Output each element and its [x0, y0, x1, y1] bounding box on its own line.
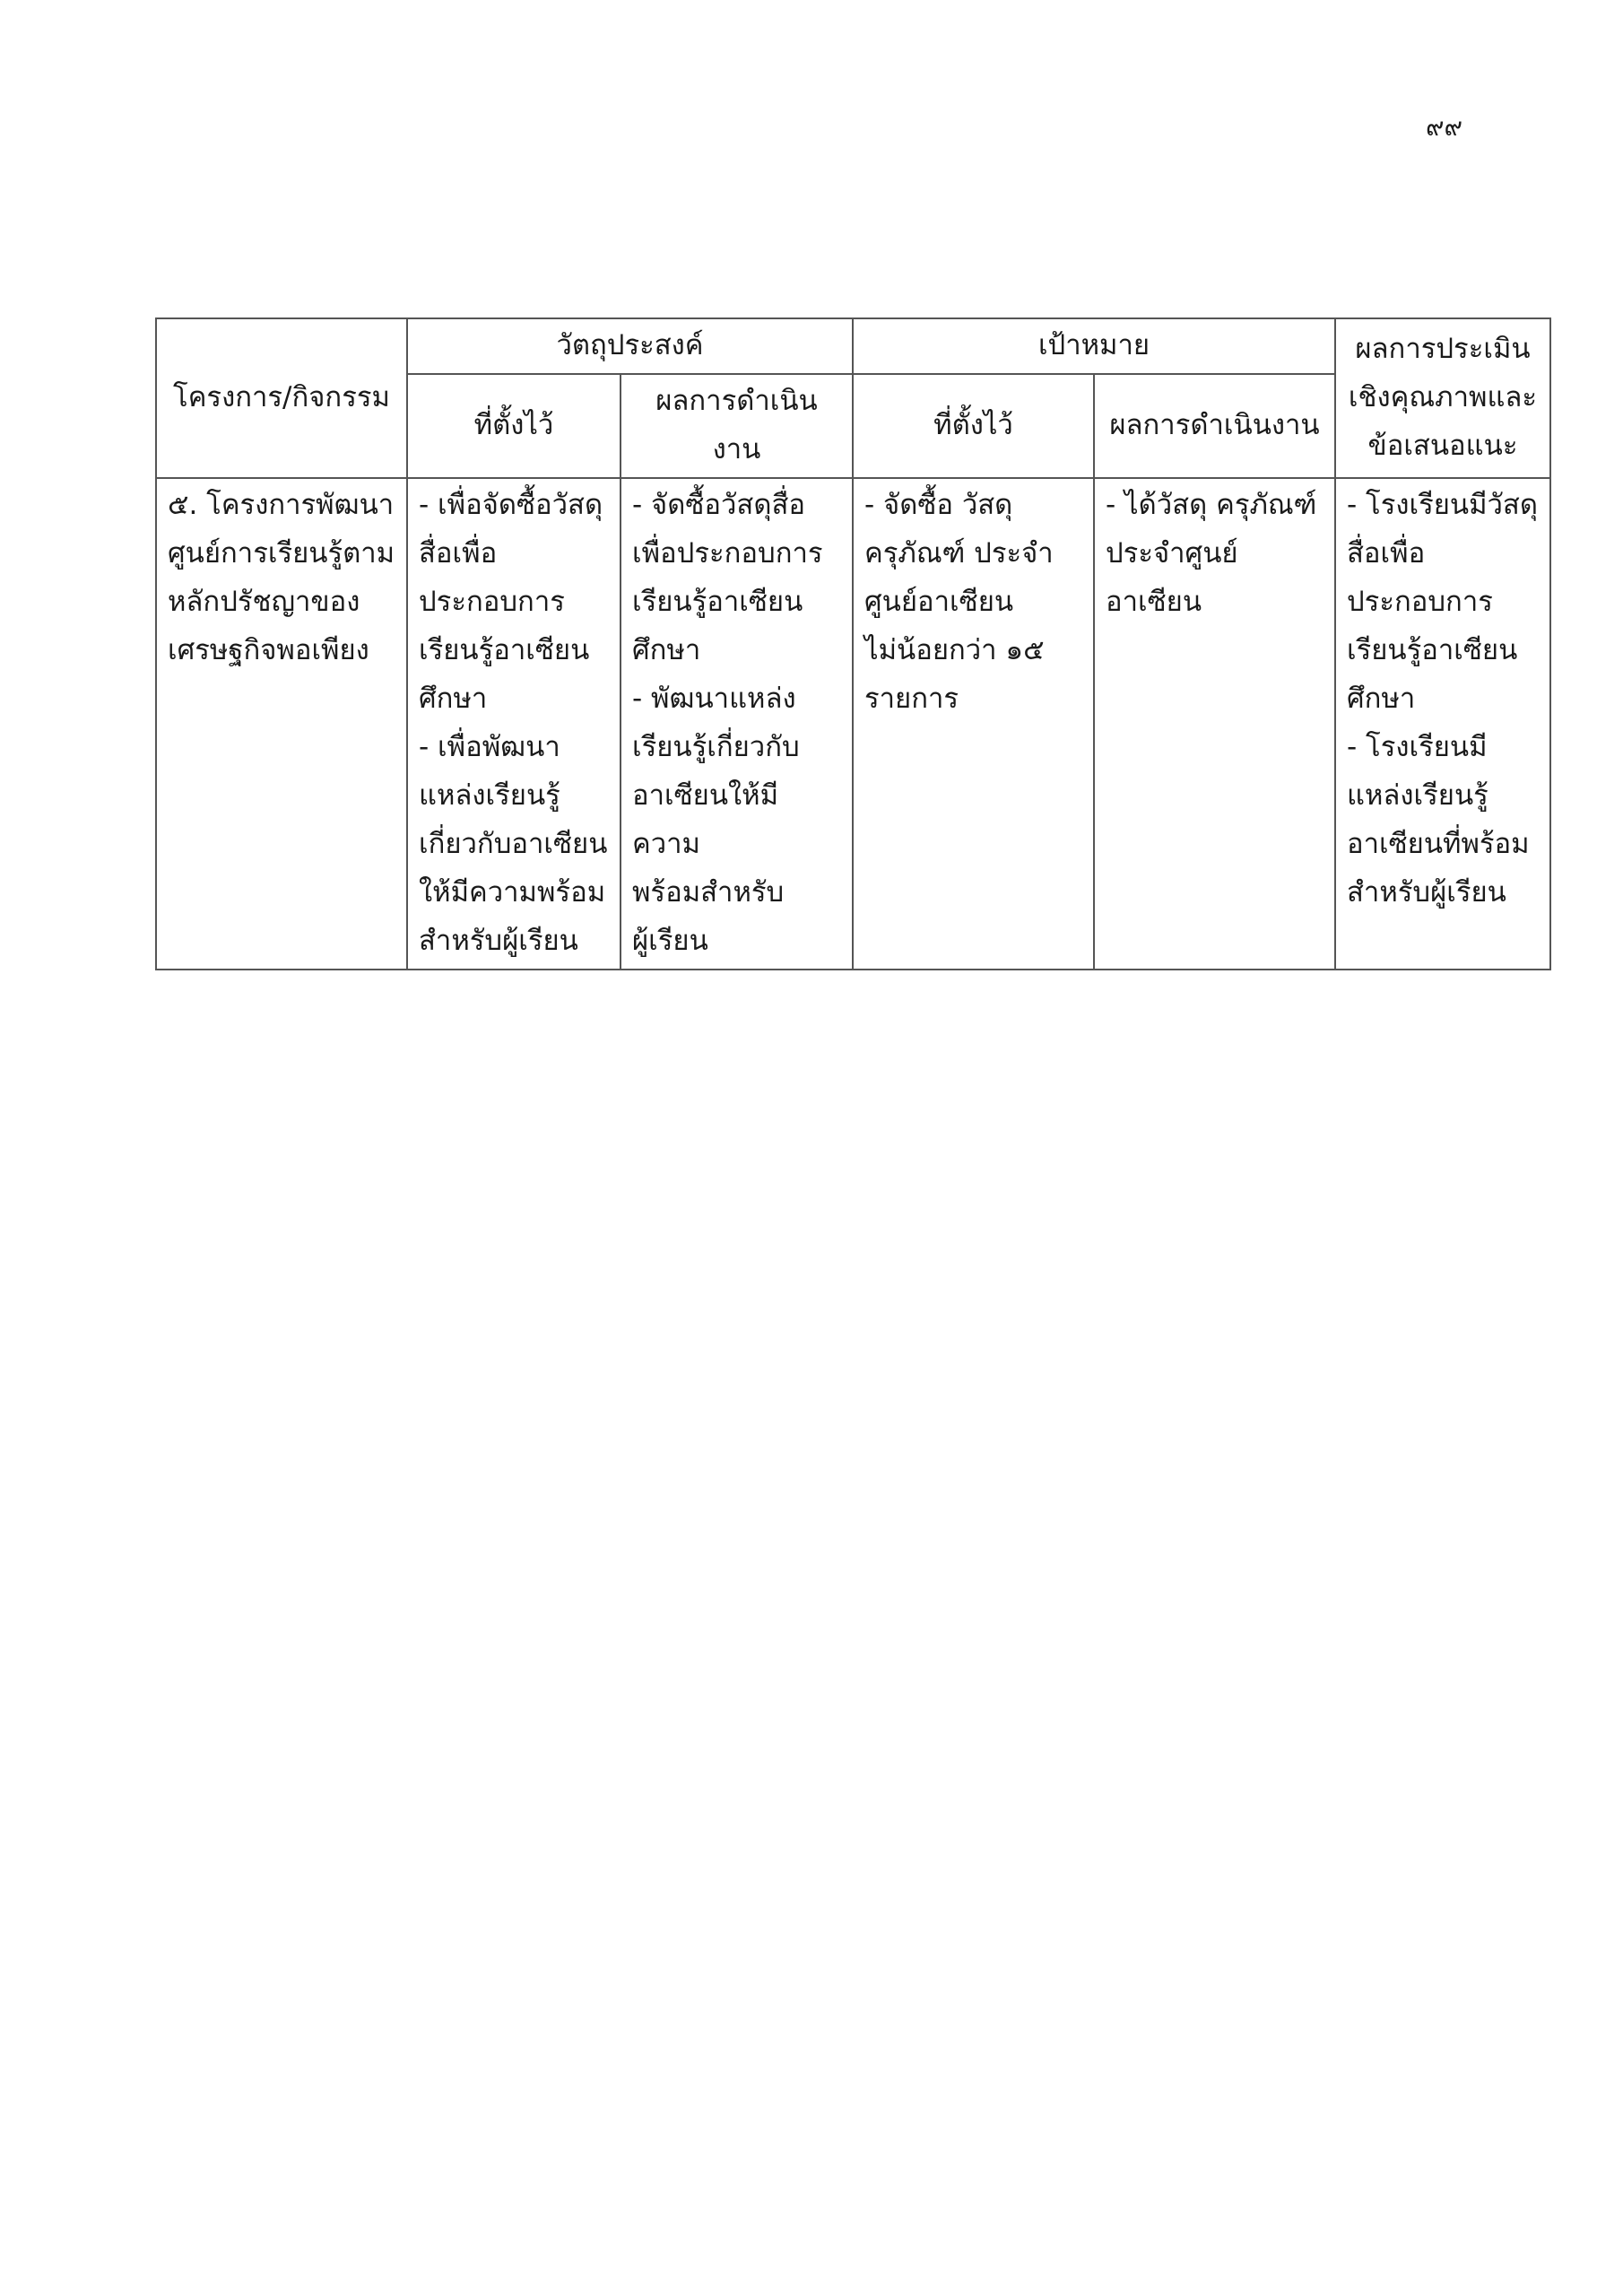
header-evaluation: ผลการประเมิน เชิงคุณภาพและ ข้อเสนอแนะ: [1335, 318, 1550, 478]
header-objective-result: ผลการดำเนินงาน: [621, 374, 853, 478]
cell-target-set: - จัดซื้อ วัสดุ ครุภัณฑ์ ประจำ ศูนย์อาเซียน ไม่น้อยกว่า ๑๕ รายการ: [853, 478, 1094, 970]
header-row-group: [156, 318, 1550, 374]
table-row: [156, 478, 1550, 970]
project-report-table: [155, 317, 1551, 970]
page-number: ๙๙: [1426, 112, 1463, 142]
cell-objective-set: - เพื่อจัดซื้อวัสดุ สื่อเพื่อ ประกอบการ เรียนรู้อาเซียน ศึกษา - เพื่อพัฒนา แหล่งเรียนรู้ เกี่ยวกับอาเซียน ให้มีความพร้อม สำหรับผู้เรียน: [407, 478, 621, 970]
cell-project: ๕. โครงการพัฒนา ศูนย์การเรียนรู้ตาม หลักปรัชญาของ เศรษฐกิจพอเพียง: [156, 478, 407, 970]
cell-evaluation: - โรงเรียนมีวัสดุ สื่อเพื่อ ประกอบการ เรียนรู้อาเซียน ศึกษา - โรงเรียนมี แหล่งเรียนรู้ อาเซียนที่พร้อม สำหรับผู้เรียน: [1335, 478, 1550, 970]
header-target-set: ที่ตั้งไว้: [853, 374, 1094, 478]
cell-target-result: - ได้วัสดุ ครุภัณฑ์ ประจำศูนย์ อาเซียน: [1094, 478, 1335, 970]
header-objective: วัตถุประสงค์: [407, 318, 853, 374]
header-objective-set: ที่ตั้งไว้: [407, 374, 621, 478]
header-project: โครงการ/กิจกรรม: [156, 318, 407, 478]
header-target: เป้าหมาย: [853, 318, 1335, 374]
header-target-result: ผลการดำเนินงาน: [1094, 374, 1335, 478]
cell-objective-result: - จัดซื้อวัสดุสื่อ เพื่อประกอบการ เรียนรู้อาเซียน ศึกษา - พัฒนาแหล่ง เรียนรู้เกี่ยวกับ อาเซียนให้มีความ พร้อมสำหรับ ผู้เรียน: [621, 478, 853, 970]
